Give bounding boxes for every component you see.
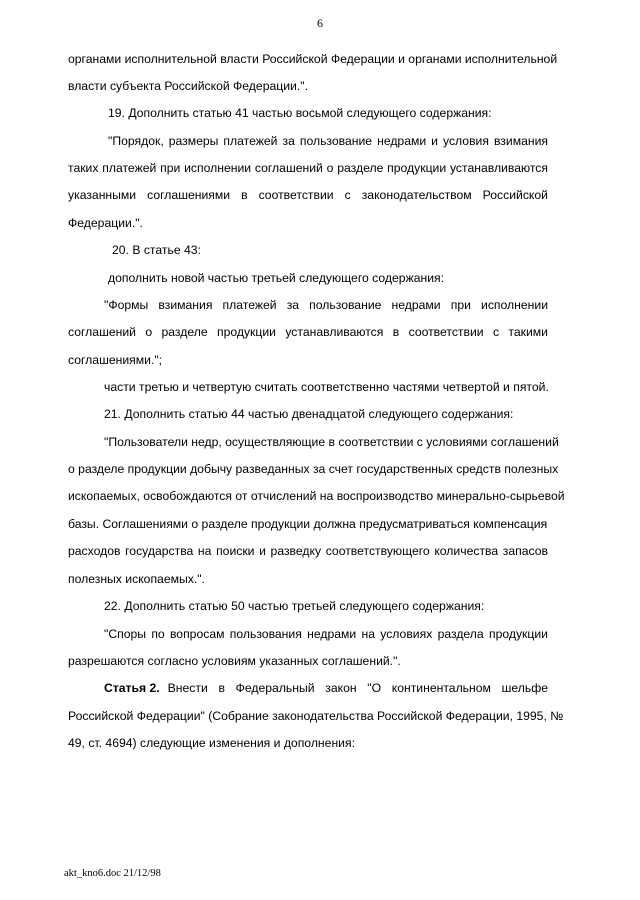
text-line: ископаемых, освобождаются от отчислений на воспроизводство минерально-сырьевой [68, 489, 565, 503]
article-label: Статья 2. [104, 681, 160, 695]
text-line: органами исполнительной власти Российской Федерации и органами исполнительной [68, 52, 558, 66]
text-line: "Формы взимания платежей за пользование недрами при исполнении [104, 298, 548, 312]
text-line: власти субъекта Российской Федерации.". [68, 79, 308, 93]
text-line: указанными соглашениями в соответствии с законодательством Российской [68, 188, 548, 202]
text-line: базы. Соглашениями о разделе продукции должна предусматриваться компенсация [68, 517, 548, 531]
text-line: 49, ст. 4694) следующие изменения и дополнения: [68, 736, 355, 750]
text-line: "Споры по вопросам пользования недрами на условиях раздела продукции [104, 627, 548, 641]
text-line: полезных ископаемых.". [68, 572, 205, 586]
page-number: 6 [317, 16, 323, 30]
article-paragraph-line [104, 680, 548, 696]
text-line: 21. Дополнить статью 44 частью двенадцатой следующего содержания: [104, 407, 514, 421]
text-line: 19. Дополнить статью 41 частью восьмой следующего содержания: [108, 106, 492, 120]
text-line: разрешаются согласно условиям указанных соглашений.". [68, 654, 401, 668]
text-line: дополнить новой частью третьей следующего содержания: [108, 271, 445, 285]
text-line: расходов государства на поиски и разведку соответствующего количества запасов [68, 544, 548, 558]
text-line: Российской Федерации" (Собрание законодательства Российской Федерации, 1995, № [68, 709, 564, 723]
text-line: о разделе продукции добычу разведанных за счет государственных средств полезных [68, 462, 559, 476]
text-line: Федерации.". [68, 216, 143, 230]
text-line: 20. В статье 43: [112, 243, 201, 257]
text-line: соглашений о разделе продукции устанавливаются в соответствии с такими [68, 325, 548, 339]
text-line: "Пользователи недр, осуществляющие в соответствии с условиями соглашений [104, 435, 559, 449]
article-text: Внести в Федеральный закон "О континентальном шельфе [167, 681, 548, 695]
footer-filename: akt_kno6.doc 21/12/98 [64, 868, 161, 879]
text-line: части третью и четвертую считать соответственно частями четвертой и пятой. [104, 380, 549, 394]
text-line: 22. Дополнить статью 50 частью третьей следующего содержания: [104, 599, 485, 613]
text-line: соглашениями."; [68, 353, 163, 367]
text-line: таких платежей при исполнении соглашений о разделе продукции устанавливаются [68, 161, 548, 175]
text-line: "Порядок, размеры платежей за пользование недрами и условия взимания [108, 134, 548, 148]
